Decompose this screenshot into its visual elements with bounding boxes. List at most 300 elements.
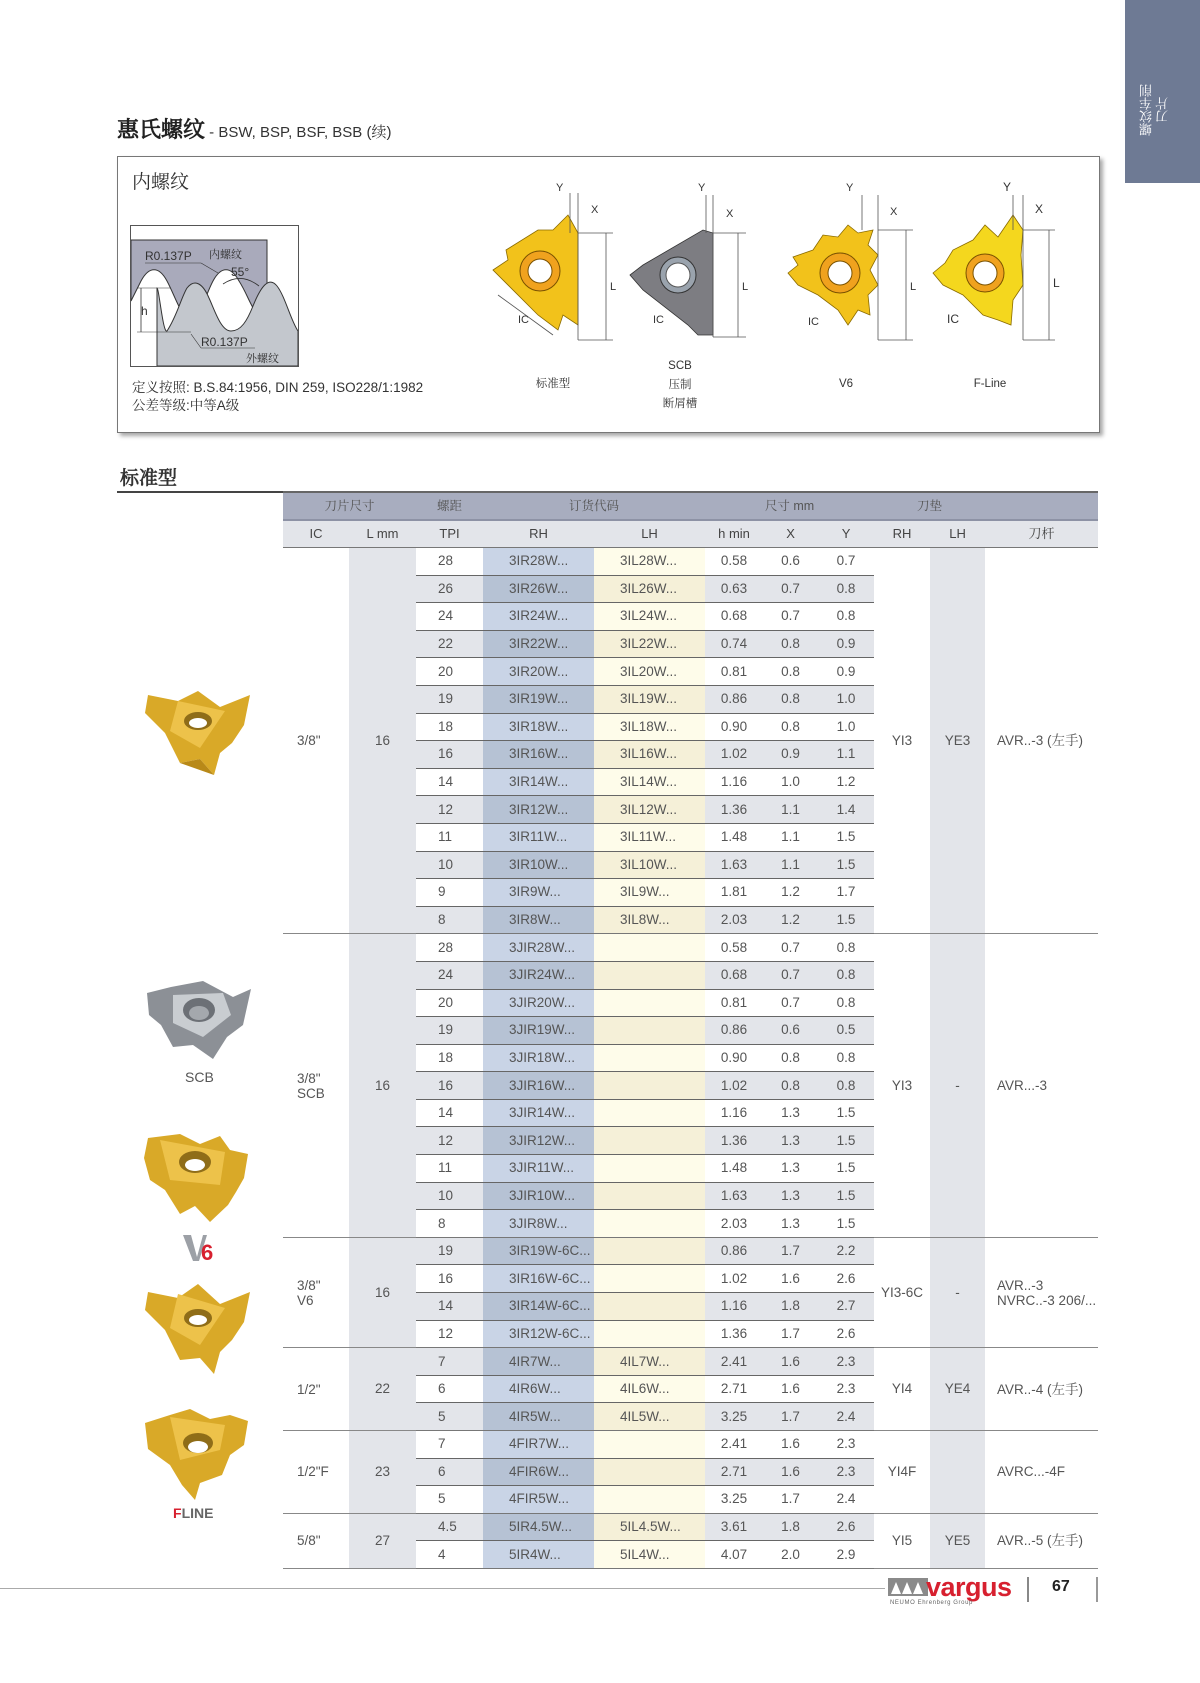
cell-y: 0.8 (818, 934, 874, 962)
cell-y: 2.2 (818, 1237, 874, 1265)
cell-tpi: 16 (416, 741, 483, 769)
header-shim: 刀垫 (874, 492, 985, 520)
cell-x: 1.6 (763, 1458, 818, 1486)
cell-tpi: 20 (416, 989, 483, 1017)
cell-lh (594, 1431, 705, 1459)
section-title: 标准型 (120, 468, 178, 489)
cell-y: 2.3 (818, 1375, 874, 1403)
cell-h: 2.03 (705, 906, 763, 934)
cell-h: 1.36 (705, 1320, 763, 1348)
cell-holder (985, 1513, 1098, 1568)
cell-x: 1.3 (763, 1210, 818, 1238)
svg-text:Y: Y (1003, 180, 1012, 194)
cell-ic (283, 1237, 349, 1347)
col-l: L mm (349, 520, 416, 548)
cell-y: 1.0 (818, 713, 874, 741)
cell-y: 2.6 (818, 1513, 874, 1541)
definition-text (132, 379, 423, 415)
cell-tpi: 12 (416, 1127, 483, 1155)
table-row (283, 1237, 1098, 1265)
cell-lh (594, 1099, 705, 1127)
ic-line: 3/8" (297, 1277, 321, 1293)
holder-line: AVR..-3 (左手) (997, 733, 1084, 749)
cell-y: 1.7 (818, 879, 874, 907)
insert-diagram-v6 (778, 175, 928, 375)
cell-rh: 3IR9W... (483, 879, 594, 907)
svg-text:55°: 55° (231, 265, 250, 279)
cell-rh: 3JIR18W... (483, 1044, 594, 1072)
cell-lh: 3IL16W... (594, 741, 705, 769)
cell-lh (594, 1017, 705, 1045)
logo-mark-icon (888, 1578, 928, 1600)
cell-tpi: 7 (416, 1348, 483, 1376)
cell-holder (985, 1237, 1098, 1347)
fline-logo: FLINE (173, 1505, 214, 1521)
cell-rh: 3IR22W... (483, 630, 594, 658)
cell-lh (594, 1044, 705, 1072)
cell-tpi: 4.5 (416, 1513, 483, 1541)
col-lh: LH (594, 520, 705, 548)
table-row (283, 1348, 1098, 1376)
cell-h: 4.07 (705, 1541, 763, 1569)
col-y: Y (818, 520, 874, 548)
cell-h: 3.25 (705, 1486, 763, 1514)
cell-l: 23 (349, 1431, 416, 1514)
cell-h: 1.81 (705, 879, 763, 907)
cell-y: 2.3 (818, 1431, 874, 1459)
cell-y: 0.9 (818, 658, 874, 686)
cell-shim-rh: YI3-6C (874, 1237, 930, 1347)
cell-l: 27 (349, 1513, 416, 1568)
cell-x: 1.2 (763, 879, 818, 907)
cell-tpi: 14 (416, 1293, 483, 1321)
svg-text:外螺纹: 外螺纹 (246, 353, 279, 365)
cell-y: 1.4 (818, 796, 874, 824)
cell-tpi: 19 (416, 685, 483, 713)
cell-rh: 3IR19W... (483, 685, 594, 713)
cell-rh: 3IR26W... (483, 575, 594, 603)
svg-text:IC: IC (947, 312, 959, 326)
insert-diagram-standard (478, 175, 628, 375)
ic-line: 3/8" (297, 733, 321, 749)
insert-diagram-fline (923, 175, 1073, 375)
cell-tpi: 6 (416, 1458, 483, 1486)
cell-shim-rh: YI4F (874, 1431, 930, 1514)
ic-line: V6 (297, 1292, 314, 1308)
cell-lh: 3IL28W... (594, 548, 705, 576)
cell-tpi: 4 (416, 1541, 483, 1569)
cell-shim-rh: YI4 (874, 1348, 930, 1431)
cell-x: 0.7 (763, 934, 818, 962)
footer-divider-right (1096, 1577, 1098, 1602)
info-box-title: 内螺纹 (132, 172, 190, 193)
cell-y: 0.5 (818, 1017, 874, 1045)
cell-rh: 5IR4W... (483, 1541, 594, 1569)
cell-shim-lh: YE5 (930, 1513, 985, 1568)
cell-y: 1.5 (818, 1155, 874, 1183)
cell-rh: 4IR7W... (483, 1348, 594, 1376)
cell-shim-lh: - (930, 1237, 985, 1347)
cell-tpi: 10 (416, 1182, 483, 1210)
cell-h: 2.03 (705, 1210, 763, 1238)
cell-tpi: 12 (416, 1320, 483, 1348)
cell-tpi: 19 (416, 1237, 483, 1265)
insert-caption-scb: SCB 压制 断屑槽 (662, 360, 698, 410)
cell-h: 1.16 (705, 768, 763, 796)
cell-x: 1.3 (763, 1127, 818, 1155)
chapter-side-tab (1125, 0, 1200, 183)
cell-lh (594, 1155, 705, 1183)
cell-rh: 3JIR10W... (483, 1182, 594, 1210)
svg-text:Y: Y (556, 182, 564, 194)
cell-x: 1.6 (763, 1375, 818, 1403)
cell-h: 0.86 (705, 685, 763, 713)
scb-insert-image (143, 975, 253, 1070)
cell-ic (283, 934, 349, 1238)
header-pitch: 螺距 (416, 492, 483, 520)
cell-h: 1.36 (705, 796, 763, 824)
cell-shim-lh: YE3 (930, 548, 985, 934)
cell-y: 1.5 (818, 851, 874, 879)
insert-caption-standard: 标准型 (535, 378, 571, 390)
svg-text:L: L (910, 281, 917, 293)
cell-rh: 3JIR16W... (483, 1072, 594, 1100)
holder-line: AVR..-5 (左手) (997, 1533, 1084, 1549)
cell-x: 0.8 (763, 1044, 818, 1072)
svg-text:Y: Y (846, 182, 854, 194)
cell-tpi: 6 (416, 1375, 483, 1403)
cell-rh: 4FIR7W... (483, 1431, 594, 1459)
cell-h: 2.71 (705, 1458, 763, 1486)
scb-image-caption: SCB (185, 1069, 214, 1085)
cell-h: 0.86 (705, 1017, 763, 1045)
section-divider (117, 491, 283, 493)
thread-profile-diagram (131, 226, 298, 366)
cell-rh: 3JIR11W... (483, 1155, 594, 1183)
cell-rh: 3IR28W... (483, 548, 594, 576)
cell-lh (594, 934, 705, 962)
cell-rh: 3JIR14W... (483, 1099, 594, 1127)
cell-holder (985, 1431, 1098, 1514)
cell-tpi: 5 (416, 1486, 483, 1514)
cell-tpi: 28 (416, 934, 483, 962)
cell-y: 1.5 (818, 906, 874, 934)
table-group-header (283, 492, 1098, 520)
svg-text:L: L (742, 281, 749, 293)
standard-definition: 定义按照: B.S.84:1956, DIN 259, ISO228/1:1982 (132, 380, 424, 395)
cell-lh (594, 989, 705, 1017)
cell-h: 1.02 (705, 1265, 763, 1293)
holder-line: NVRC..-3 206/... (997, 1292, 1097, 1308)
cell-y: 2.6 (818, 1320, 874, 1348)
cell-rh: 3IR11W... (483, 823, 594, 851)
cell-rh: 4FIR5W... (483, 1486, 594, 1514)
svg-text:X: X (726, 208, 734, 220)
col-x: X (763, 520, 818, 548)
cell-y: 2.3 (818, 1458, 874, 1486)
cell-h: 1.02 (705, 741, 763, 769)
cell-x: 1.3 (763, 1099, 818, 1127)
cell-lh: 3IL9W... (594, 879, 705, 907)
cell-rh: 4FIR6W... (483, 1458, 594, 1486)
header-blank (985, 492, 1098, 520)
cell-x: 0.7 (763, 575, 818, 603)
cell-y: 2.7 (818, 1293, 874, 1321)
cell-tpi: 11 (416, 1155, 483, 1183)
ic-line: 1/2" (297, 1381, 321, 1397)
cell-rh: 3IR20W... (483, 658, 594, 686)
cell-y: 2.9 (818, 1541, 874, 1569)
cell-x: 1.3 (763, 1155, 818, 1183)
col-shim-rh: RH (874, 520, 930, 548)
tolerance-class: 公差等级:中等A级 (132, 398, 240, 413)
cell-rh: 3IR16W-6C... (483, 1265, 594, 1293)
cell-lh: 4IL5W... (594, 1403, 705, 1431)
cell-holder (985, 1348, 1098, 1431)
cell-tpi: 24 (416, 603, 483, 631)
half-inch-insert-image (140, 1280, 255, 1380)
cell-y: 2.4 (818, 1486, 874, 1514)
cell-x: 2.0 (763, 1541, 818, 1569)
chapter-tab-label: 螺纹车削 刀片 (1139, 84, 1170, 136)
cell-tpi: 16 (416, 1072, 483, 1100)
footer-rule (0, 1588, 885, 1589)
svg-text:R0.137P: R0.137P (201, 335, 248, 349)
cell-h: 0.90 (705, 713, 763, 741)
cell-rh: 3IR10W... (483, 851, 594, 879)
col-hmin: h min (705, 520, 763, 548)
cell-h: 0.90 (705, 1044, 763, 1072)
page-title-main: 惠氏螺纹 (117, 117, 206, 142)
holder-line: AVR..-4 (左手) (997, 1381, 1084, 1397)
svg-text:R0.137P: R0.137P (145, 249, 192, 263)
svg-text:IC: IC (808, 316, 819, 328)
cell-rh: 3IR12W-6C... (483, 1320, 594, 1348)
cell-rh: 3IR12W... (483, 796, 594, 824)
cell-y: 0.9 (818, 630, 874, 658)
cell-h: 1.63 (705, 851, 763, 879)
cell-lh: 4IL7W... (594, 1348, 705, 1376)
cell-lh (594, 1182, 705, 1210)
holder-line: AVRC...-4F (997, 1464, 1066, 1480)
cell-h: 2.41 (705, 1348, 763, 1376)
cell-rh: 3JIR8W... (483, 1210, 594, 1238)
cell-tpi: 19 (416, 1017, 483, 1045)
cell-tpi: 24 (416, 961, 483, 989)
cell-rh: 3JIR24W... (483, 961, 594, 989)
cell-h: 0.74 (705, 630, 763, 658)
svg-text:Y: Y (698, 182, 706, 194)
svg-text:X: X (1035, 202, 1044, 216)
cell-h: 0.86 (705, 1237, 763, 1265)
cell-y: 1.5 (818, 1210, 874, 1238)
cell-h: 1.63 (705, 1182, 763, 1210)
cell-tpi: 18 (416, 713, 483, 741)
cell-tpi: 16 (416, 1265, 483, 1293)
cell-lh (594, 961, 705, 989)
cell-x: 1.1 (763, 851, 818, 879)
cell-y: 1.5 (818, 1127, 874, 1155)
cell-tpi: 14 (416, 1099, 483, 1127)
cell-tpi: 10 (416, 851, 483, 879)
cell-ic (283, 1431, 349, 1514)
cell-lh: 3IL19W... (594, 685, 705, 713)
ic-line: 3/8" (297, 1070, 321, 1086)
cell-lh (594, 1072, 705, 1100)
cell-h: 1.48 (705, 1155, 763, 1183)
cell-lh: 3IL20W... (594, 658, 705, 686)
svg-text:X: X (591, 204, 599, 216)
cell-y: 0.7 (818, 548, 874, 576)
cell-rh: 3JIR28W... (483, 934, 594, 962)
cell-h: 1.02 (705, 1072, 763, 1100)
cell-y: 1.2 (818, 768, 874, 796)
cell-shim-rh: YI5 (874, 1513, 930, 1568)
table-row (283, 1431, 1098, 1459)
cell-x: 0.6 (763, 1017, 818, 1045)
insert-diagram-scb (618, 175, 768, 375)
cell-x: 1.6 (763, 1265, 818, 1293)
vargus-logo (888, 1572, 1023, 1612)
cell-y: 1.5 (818, 1182, 874, 1210)
thread-info-box (117, 156, 1100, 433)
cell-x: 1.2 (763, 906, 818, 934)
ic-line: 1/2"F (297, 1464, 329, 1480)
cell-x: 1.7 (763, 1486, 818, 1514)
ic-line: SCB (297, 1085, 325, 1101)
cell-lh (594, 1210, 705, 1238)
cell-lh: 3IL14W... (594, 768, 705, 796)
cell-y: 0.8 (818, 575, 874, 603)
header-order-code: 订货代码 (483, 492, 705, 520)
cell-h: 2.71 (705, 1375, 763, 1403)
cell-h: 2.41 (705, 1431, 763, 1459)
cell-lh: 3IL26W... (594, 575, 705, 603)
cell-h: 1.16 (705, 1099, 763, 1127)
cell-rh: 3IR24W... (483, 603, 594, 631)
svg-text:6: 6 (201, 1240, 214, 1263)
cell-h: 1.36 (705, 1127, 763, 1155)
cell-h: 0.63 (705, 575, 763, 603)
cell-x: 0.7 (763, 961, 818, 989)
cell-tpi: 14 (416, 768, 483, 796)
cell-x: 1.6 (763, 1348, 818, 1376)
standard-insert-image (140, 683, 255, 783)
cell-shim-lh: - (930, 934, 985, 1238)
cell-shim-lh (930, 1431, 985, 1514)
cell-rh: 3IR14W... (483, 768, 594, 796)
cell-x: 0.6 (763, 548, 818, 576)
cell-rh: 3IR18W... (483, 713, 594, 741)
cell-tpi: 18 (416, 1044, 483, 1072)
cell-y: 1.0 (818, 685, 874, 713)
cell-shim-lh: YE4 (930, 1348, 985, 1431)
ic-line: 5/8" (297, 1533, 321, 1549)
table-row (283, 934, 1098, 962)
cell-lh (594, 1237, 705, 1265)
cell-rh: 3JIR20W... (483, 989, 594, 1017)
cell-h: 3.61 (705, 1513, 763, 1541)
cell-h: 0.81 (705, 989, 763, 1017)
cell-x: 1.1 (763, 823, 818, 851)
page-title (117, 113, 391, 144)
cell-lh (594, 1293, 705, 1321)
header-insert-size: 刀片尺寸 (283, 492, 416, 520)
svg-text:h: h (141, 304, 148, 318)
page-number: 67 (1052, 1578, 1070, 1595)
cell-lh: 4IL6W... (594, 1375, 705, 1403)
cell-h: 0.58 (705, 548, 763, 576)
cell-lh (594, 1486, 705, 1514)
svg-text:L: L (610, 281, 617, 293)
cell-y: 1.1 (818, 741, 874, 769)
table-row (283, 1513, 1098, 1541)
cell-tpi: 11 (416, 823, 483, 851)
table-row (283, 548, 1098, 576)
cell-ic (283, 1513, 349, 1568)
cell-y: 0.8 (818, 1044, 874, 1072)
cell-x: 1.3 (763, 1182, 818, 1210)
col-rh: RH (483, 520, 594, 548)
cell-x: 1.6 (763, 1431, 818, 1459)
cell-x: 0.8 (763, 1072, 818, 1100)
cell-rh: 3IR19W-6C... (483, 1237, 594, 1265)
cell-x: 0.8 (763, 658, 818, 686)
cell-y: 2.6 (818, 1265, 874, 1293)
cell-tpi: 7 (416, 1431, 483, 1459)
cell-rh: 5IR4.5W... (483, 1513, 594, 1541)
cell-tpi: 8 (416, 906, 483, 934)
cell-lh: 3IL8W... (594, 906, 705, 934)
cell-tpi: 28 (416, 548, 483, 576)
cell-l: 16 (349, 934, 416, 1238)
cell-x: 1.0 (763, 768, 818, 796)
cell-x: 0.7 (763, 603, 818, 631)
cell-shim-rh: YI3 (874, 548, 930, 934)
table-column-header (283, 520, 1098, 548)
cell-h: 1.16 (705, 1293, 763, 1321)
svg-text:IC: IC (653, 314, 664, 326)
cell-lh: 3IL22W... (594, 630, 705, 658)
cell-lh: 3IL24W... (594, 603, 705, 631)
cell-tpi: 5 (416, 1403, 483, 1431)
cell-x: 1.1 (763, 796, 818, 824)
footer-divider (1027, 1577, 1029, 1602)
cell-tpi: 22 (416, 630, 483, 658)
col-holder: 刀杆 (985, 520, 1098, 548)
cell-y: 1.5 (818, 823, 874, 851)
col-tpi: TPI (416, 520, 483, 548)
cell-rh: 3IR16W... (483, 741, 594, 769)
cell-x: 1.7 (763, 1237, 818, 1265)
page-title-sub: - BSW, BSP, BSF, BSB (续) (205, 124, 392, 141)
col-shim-lh: LH (930, 520, 985, 548)
cell-lh: 3IL18W... (594, 713, 705, 741)
cell-lh: 3IL10W... (594, 851, 705, 879)
cell-y: 1.5 (818, 1099, 874, 1127)
v6-insert-image (140, 1130, 255, 1235)
brand-subtitle: NEUMO Ehrenberg Group (890, 1600, 973, 1606)
cell-shim-rh: YI3 (874, 934, 930, 1238)
cell-x: 0.8 (763, 630, 818, 658)
col-ic: IC (283, 520, 349, 548)
cell-lh (594, 1265, 705, 1293)
insert-caption-v6: V6 (838, 378, 854, 390)
cell-rh: 4IR6W... (483, 1375, 594, 1403)
cell-l: 16 (349, 1237, 416, 1347)
cell-tpi: 8 (416, 1210, 483, 1238)
svg-text:L: L (1053, 276, 1060, 290)
